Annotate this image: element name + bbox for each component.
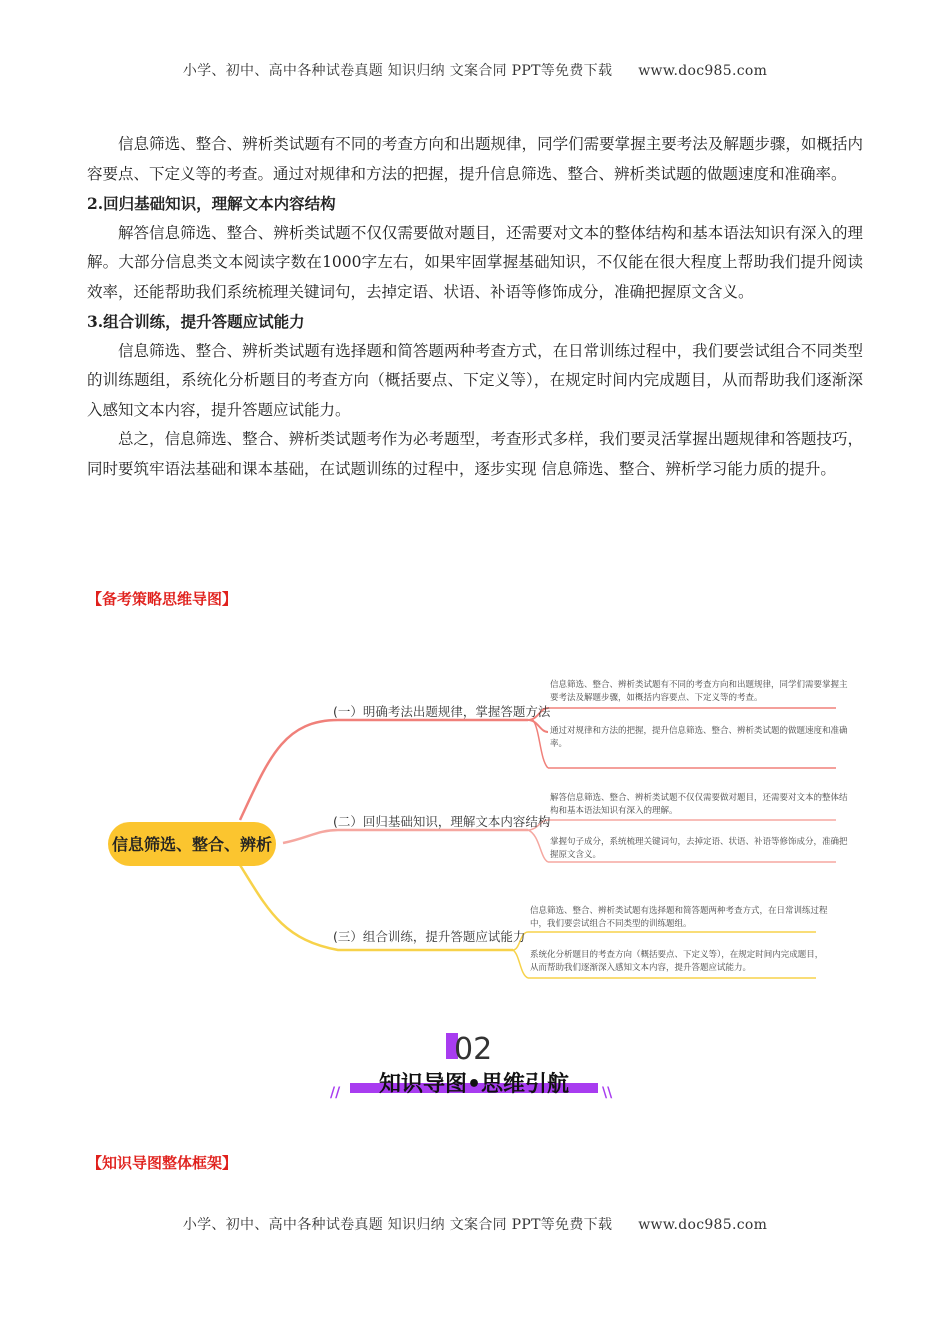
footer-text: 小学、初中、高中各种试卷真题 知识归纳 文案合同 PPT等免费下载 [182, 1217, 613, 1233]
mindmap [108, 660, 848, 990]
page-footer [0, 1214, 950, 1234]
branch-2-leaf-2: 掌握句子成分，系统梳理关键词句，去掉定语、状语、补语等修饰成分，准确把 握原文含义。 [550, 837, 848, 860]
banner-number: 02 [454, 1032, 493, 1067]
footer-url[interactable]: www.doc985.com [638, 1217, 768, 1233]
branch-1-leaf-2: 通过对规律和方法的把握，提升信息筛选、整合、辨析类试题的做题速度和准确 率。 [550, 726, 848, 749]
paragraph-1: 信息筛选、整合、辨析类试题有不同的考查方向和出题规律，同学们需要掌握主要考法及解题步骤，如概括内容要点、下定义等的考查。通过对规律和方法的把握，提升信息筛选、整合、辨析类试题的做题速度和准确率。 [87, 135, 863, 183]
header-text: 小学、初中、高中各种试卷真题 知识归纳 文案合同 PPT等免费下载 [182, 63, 613, 79]
header-url[interactable]: www.doc985.com [638, 63, 768, 79]
paragraph-4: 总之，信息筛选、整合、辨析类试题考作为必考题型，考查形式多样，我们要灵活掌握出题规律和答题技巧，同时要筑牢语法基础和课本基础，在试题训练的过程中，逐步实现 信息筛选、整合、辨析学习能力质的提升。 [87, 430, 863, 478]
article-body [87, 130, 863, 484]
branch-1-connector [240, 720, 528, 820]
paragraph-2: 解答信息筛选、整合、辨析类试题不仅仅需要做对题目，还需要对文本的整体结构和基本语法知识有深入的理解。大部分信息类文本阅读字数在1000字左右，如果牢固掌握基础知识，不仅能在很大程度上帮助我们提升阅读效率，还能帮助我们系统梳理关键词句，去掉定语、状语、补语等修饰成分，准确把握原文含义。 [87, 223, 863, 301]
branch-2-label: (二）回归基础知识，理解文本内容结构 [333, 814, 551, 829]
branch-2-connector [283, 830, 528, 843]
branch-3-label: (三）组合训练，提升答题应试能力 [333, 929, 526, 944]
branch-3-leaf-1: 信息筛选、整合、辨析类试题有选择题和简答题两种考查方式，在日常训练过程 中，我们要尝试组合不同类型的训练题组。 [530, 906, 828, 929]
page-header [0, 60, 950, 80]
banner-title: 知识导图•思维引航 [378, 1072, 570, 1097]
branch-1-leaf-1: 信息筛选、整合、辨析类试题有不同的考查方向和出题规律，同学们需要掌握主 要考法及解题步骤，如概括内容要点、下定义等的考查。 [550, 680, 848, 703]
banner-right-slashes: \\ [602, 1085, 613, 1101]
section-banner [328, 1025, 628, 1105]
heading-2: 2.回归基础知识，理解文本内容结构 [87, 194, 336, 213]
heading-3: 3.组合训练，提升答题应试能力 [87, 312, 305, 331]
branch-2-leaf-1: 解答信息筛选、整合、辨析类试题不仅仅需要做对题目，还需要对文本的整体结 构和基本语法知识有深入的理解。 [550, 793, 848, 816]
branch-3-leaf-2: 系统化分析题目的考查方向（概括要点、下定义等），在规定时间内完成题目， 从而帮助我们逐渐深入感知文本内容，提升答题应试能力。 [530, 950, 824, 973]
section-label-overall-framework: 【知识导图整体框架】 [87, 1154, 238, 1172]
mindmap-root-label: 信息筛选、整合、辨析 [111, 835, 273, 854]
section-label-strategy-map: 【备考策略思维导图】 [87, 590, 238, 608]
paragraph-3: 信息筛选、整合、辨析类试题有选择题和简答题两种考查方式，在日常训练过程中，我们要尝试组合不同类型的训练题组，系统化分析题目的考查方向（概括要点、下定义等），在规定时间内完成题目，从而帮助我们逐渐深入感知文本内容，提升答题应试能力。 [87, 341, 863, 419]
banner-left-slashes: // [330, 1085, 341, 1101]
branch-1-label: (一）明确考法出题规律，掌握答题方法 [333, 704, 551, 719]
